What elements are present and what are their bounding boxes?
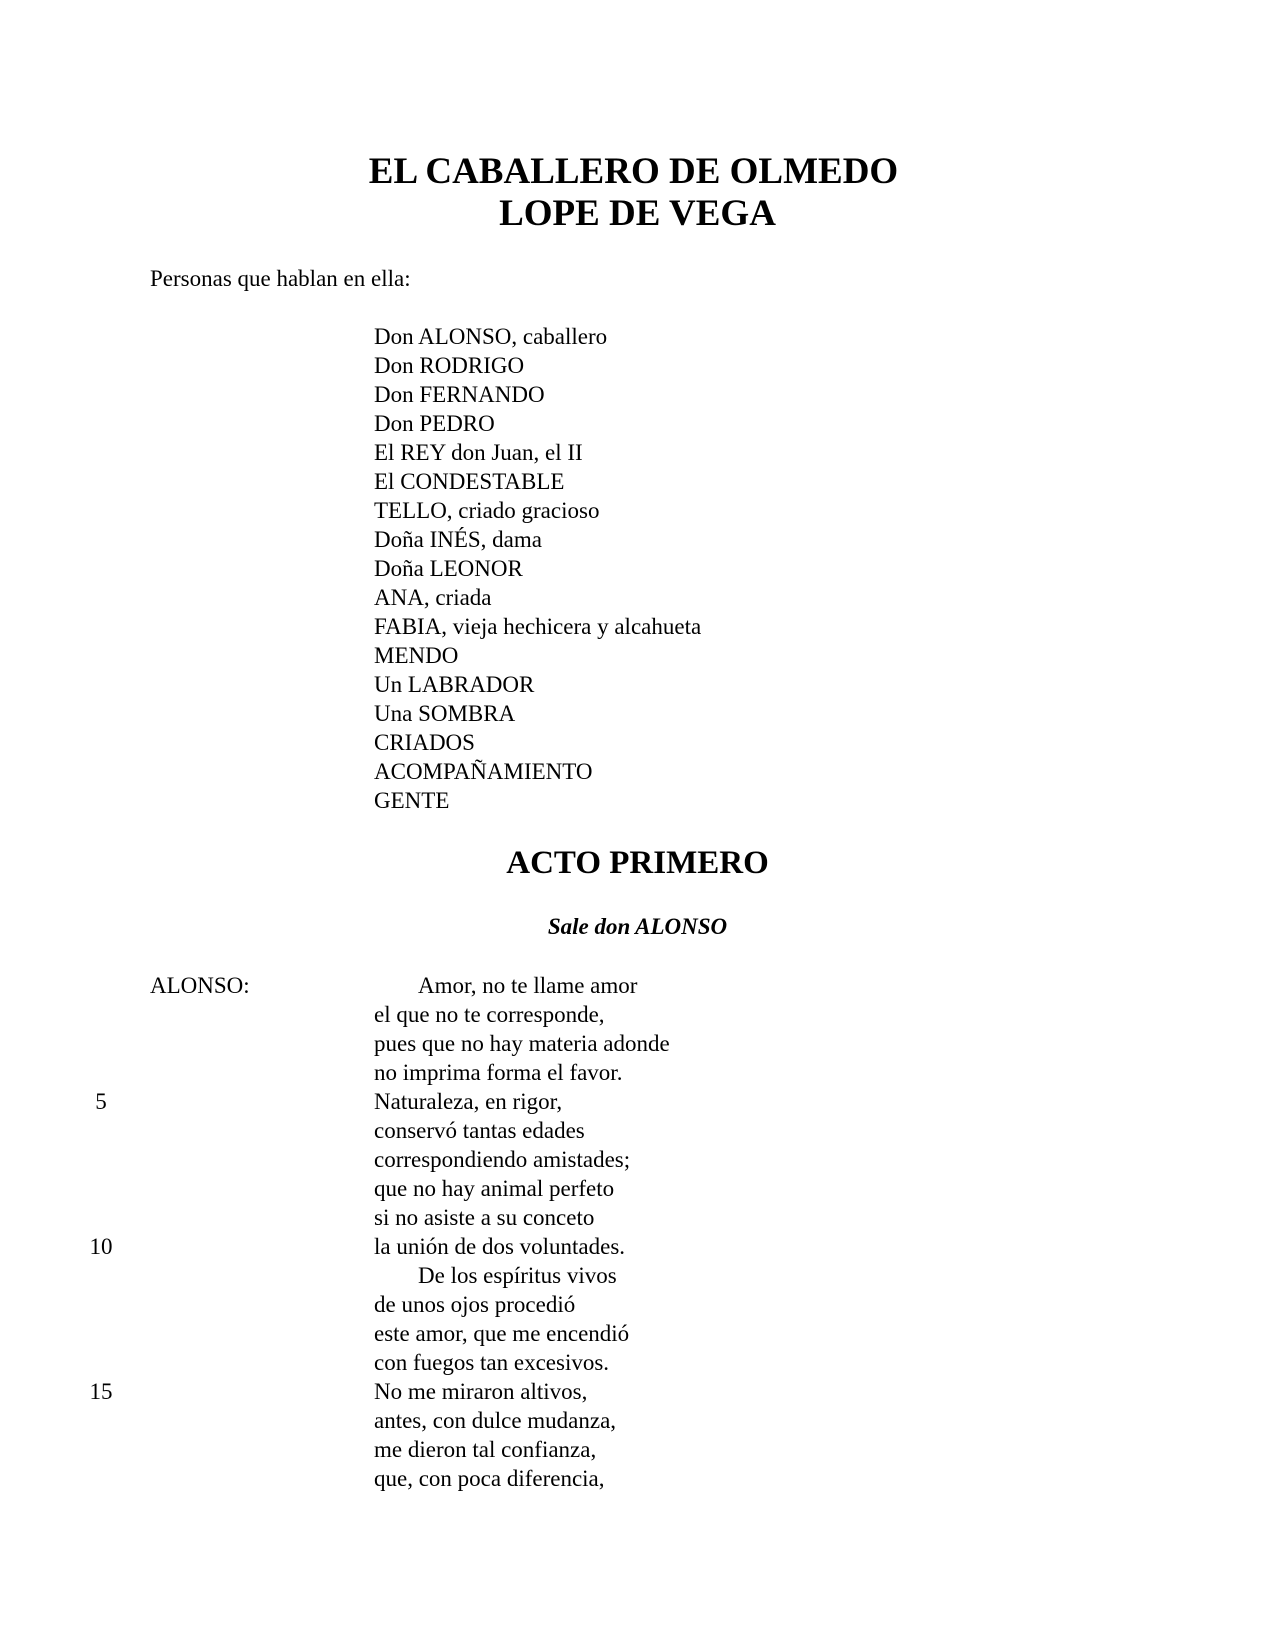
cast-item: Doña INÉS, dama <box>374 527 542 552</box>
cast-item: GENTE <box>374 788 450 813</box>
verse-text: conservó tantas edades <box>374 1118 585 1143</box>
verse-text: no imprima forma el favor. <box>374 1060 623 1085</box>
line-number: 15 <box>89 1379 113 1404</box>
verse-line <box>374 1145 670 1174</box>
verse-text: me dieron tal confianza, <box>374 1437 597 1462</box>
verse-text: el que no te corresponde, <box>374 1002 605 1027</box>
stage-direction: Sale don ALONSO <box>547 914 728 939</box>
play-title: EL CABALLERO DE OLMEDO <box>368 151 899 192</box>
cast-item: CRIADOS <box>374 730 475 755</box>
verse-line <box>374 1029 670 1058</box>
cast-item: FABIA, vieja hechicera y alcahueta <box>374 614 702 639</box>
line-number: 5 <box>95 1089 107 1114</box>
cast-intro: Personas que hablan en ella: <box>150 266 411 291</box>
verse-text: antes, con dulce mudanza, <box>374 1408 617 1433</box>
cast-item: TELLO, criado gracioso <box>374 498 600 523</box>
verse-line <box>374 1261 670 1290</box>
verse-line <box>374 1058 670 1087</box>
verse-text: De los espíritus vivos <box>418 1263 617 1288</box>
verse-line <box>374 1406 670 1435</box>
cast-item: El CONDESTABLE <box>374 469 565 494</box>
verse-line <box>374 1435 670 1464</box>
verse-line <box>374 1464 670 1493</box>
cast-item: Don ALONSO, caballero <box>374 324 608 349</box>
verse-text: No me miraron altivos, <box>374 1379 588 1404</box>
verse-text: este amor, que me encendió <box>374 1321 630 1346</box>
act-heading: ACTO PRIMERO <box>506 845 769 881</box>
verse-text: la unión de dos voluntades. <box>374 1234 626 1259</box>
verse-text: con fuegos tan excesivos. <box>374 1350 610 1375</box>
verse-line <box>89 1377 670 1406</box>
speaker-name: ALONSO: <box>150 973 250 998</box>
verse-line <box>374 1290 670 1319</box>
cast-item: Una SOMBRA <box>374 701 516 726</box>
verse-text: correspondiendo amistades; <box>374 1147 631 1172</box>
cast-list <box>374 322 701 815</box>
verse-line <box>89 1232 670 1261</box>
cast-item: Don FERNANDO <box>374 382 545 407</box>
verse-line <box>374 1348 670 1377</box>
verse-line <box>374 1116 670 1145</box>
cast-item: El REY don Juan, el II <box>374 440 583 465</box>
verse-line <box>95 1087 670 1116</box>
cast-item: MENDO <box>374 643 459 668</box>
cast-item: Don PEDRO <box>374 411 495 436</box>
verse-text: pues que no hay materia adonde <box>374 1031 670 1056</box>
verse-line <box>374 1000 670 1029</box>
verse-text: que no hay animal perfeto <box>374 1176 615 1201</box>
verse-line <box>374 1319 670 1348</box>
cast-item: Don RODRIGO <box>374 353 525 378</box>
verse-text: Amor, no te llame amor <box>418 973 638 998</box>
cast-item: Doña LEONOR <box>374 556 523 581</box>
author-name: LOPE DE VEGA <box>499 193 776 234</box>
verse-line <box>374 971 670 1000</box>
cast-item: ACOMPAÑAMIENTO <box>374 759 593 784</box>
verse-line <box>374 1203 670 1232</box>
verse-text: si no asiste a su conceto <box>374 1205 595 1230</box>
line-number: 10 <box>89 1234 113 1259</box>
verse-line <box>374 1174 670 1203</box>
verse-text: de unos ojos procedió <box>374 1292 576 1317</box>
cast-item: Un LABRADOR <box>374 672 535 697</box>
cast-item: ANA, criada <box>374 585 492 610</box>
verse-text: que, con poca diferencia, <box>374 1466 605 1491</box>
verse-text: Naturaleza, en rigor, <box>374 1089 563 1114</box>
